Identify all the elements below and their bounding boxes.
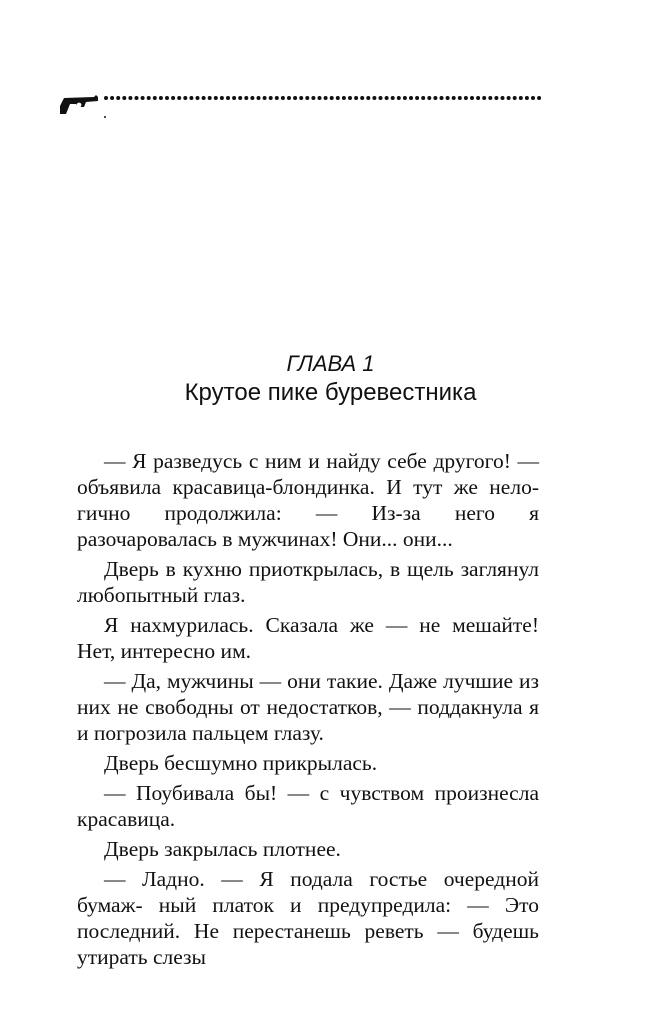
dot [250,96,254,100]
dot [354,96,358,100]
dot [141,96,145,100]
dot [446,96,450,100]
dot [433,96,437,100]
dot [305,96,309,100]
dot [116,96,120,100]
dot [275,96,279,100]
dot [409,96,413,100]
dot [379,96,383,100]
dot [403,96,407,100]
small-dot [104,116,106,118]
dot [324,96,328,100]
dot [525,96,529,100]
dot [464,96,468,100]
text-line: — Ладно. — Я подала гостье очередной бумаж- [77,867,539,917]
paragraph [77,836,539,862]
text-line: любопытный глаз. [77,583,246,607]
dot [537,96,541,100]
dot [397,96,401,100]
dot [385,96,389,100]
dot [128,96,132,100]
paragraph [77,556,539,608]
dot [372,96,376,100]
dot [153,96,157,100]
text-line: них не свободны от недостатков, — поддакнула [77,695,523,719]
dot [226,96,230,100]
dot [208,96,212,100]
dot [427,96,431,100]
dot [293,96,297,100]
text-line: Не перестанешь реветь — будешь утирать слезы [77,919,539,969]
revolver-dotted-line-ornament [56,86,546,120]
dot [476,96,480,100]
dot [336,96,340,100]
text-line: гично продолжила: — Из-за него я разочаровалась [77,501,539,551]
dot [440,96,444,100]
dot [189,96,193,100]
chapter-title: Крутое пике буревестника [184,379,477,406]
paragraph [77,780,539,832]
dot [171,96,175,100]
dot [531,96,535,100]
dot [244,96,248,100]
text-line: Дверь закрылась плотнее. [104,837,341,861]
text-line: Я нахмурилась. Сказала же — не мешайте! Нет, [77,613,539,663]
dot [183,96,187,100]
dot [366,96,370,100]
dot [165,96,169,100]
text-line: я и погрозила пальцем глазу. [77,695,540,745]
text-line: — Поубивала бы! — с чувством произнесла [104,781,539,805]
dot [391,96,395,100]
dot [214,96,218,100]
paragraph [77,612,539,664]
dotted-line [104,96,541,100]
dot [342,96,346,100]
dot [452,96,456,100]
dot [263,96,267,100]
dot [269,96,273,100]
dot [311,96,315,100]
dot [299,96,303,100]
dot [159,96,163,100]
paragraph [77,668,539,746]
dot [470,96,474,100]
dot [202,96,206,100]
dot [421,96,425,100]
chapter-number: ГЛАВА 1 [286,351,375,376]
text-line: — Да, мужчины — они такие. Даже лучшие из [104,669,539,693]
text-line: Дверь в кухню приоткрылась, в щель заглянул [104,557,539,581]
dot [318,96,322,100]
body-text [77,448,539,974]
dot [147,96,151,100]
dot [281,96,285,100]
dot [257,96,261,100]
dot [519,96,523,100]
dot [348,96,352,100]
text-line: — Я разведусь с ним и найду себе другого! — [104,449,539,473]
dot [330,96,334,100]
dot [177,96,181,100]
dot [513,96,517,100]
dot [220,96,224,100]
text-line: интересно им. [120,639,252,663]
dot [232,96,236,100]
dot [238,96,242,100]
dot [458,96,462,100]
text-line: красавица. [77,807,176,831]
dot [488,96,492,100]
dot [482,96,486,100]
revolver-icon [60,95,98,114]
text-line: ный платок и предупредила: — Это последний. [77,893,539,943]
paragraph [77,866,539,970]
paragraph [77,448,539,552]
text-line: в мужчинах! Они... они... [222,527,453,551]
dot [494,96,498,100]
dot [196,96,200,100]
dot [287,96,291,100]
dot [360,96,364,100]
dot [507,96,511,100]
dot [122,96,126,100]
text-line: Дверь бесшумно прикрылась. [104,751,378,775]
dot [110,96,114,100]
dot [501,96,505,100]
dot [135,96,139,100]
paragraph [77,750,539,776]
dot [415,96,419,100]
text-line: объявила красавица-блондинка. И тут же нело- [77,475,539,499]
dot [104,96,108,100]
